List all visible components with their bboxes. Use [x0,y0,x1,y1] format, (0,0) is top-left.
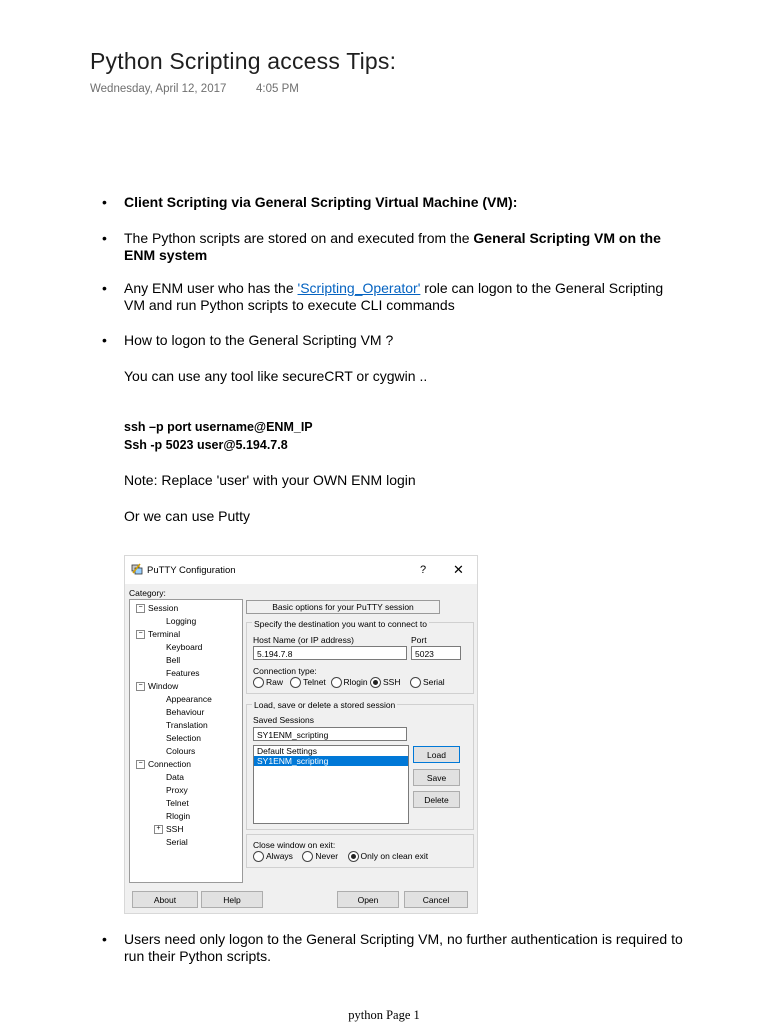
bullet-text: role can logon to the General Scripting [420,280,664,296]
tree-label: Connection [148,759,192,769]
options-header: Basic options for your PuTTY session [246,600,440,614]
connection-type-options [253,677,445,688]
bullet-marker: • [102,230,107,246]
bullet-marker: • [102,931,107,947]
tree-label: Window [148,681,179,691]
open-button[interactable]: Open [337,891,399,908]
page-footer: python Page 1 [348,1008,420,1022]
radio-label: Only on clean exit [360,851,429,861]
radio-label: Telnet [303,677,326,687]
window-title: PuTTY Configuration [147,565,236,576]
tree-label: SSH [166,824,184,834]
bullet-marker: • [102,194,107,210]
bullet-marker: • [102,332,107,348]
page-date: Wednesday, April 12, 2017 [90,83,227,95]
save-button[interactable]: Save [413,769,460,786]
tree-item-behaviour[interactable]: Behaviour [166,707,205,717]
radio-label: SSH [383,677,401,687]
bullet-marker: • [102,280,107,296]
destination-label: Specify the destination you want to connect to [254,619,427,629]
tree-item-keyboard[interactable]: Keyboard [166,642,203,652]
tree-item-colours[interactable]: Colours [166,746,196,756]
radio-selected-icon[interactable] [348,851,359,862]
bullet-text: run their Python scripts. [124,948,272,964]
radio-rlogin[interactable] [331,677,368,687]
radio-label: Always [266,851,293,861]
tree-item-session[interactable] [136,603,178,613]
page-time: 4:05 PM [256,83,299,95]
tree-label: Session [148,603,179,613]
close-icon[interactable]: ✕ [453,562,464,577]
load-button[interactable]: Load [413,746,460,763]
tree-item-proxy[interactable]: Proxy [166,785,188,795]
collapse-icon[interactable]: − [136,630,145,639]
scripting-operator-link[interactable]: 'Scripting_Operator' [297,280,421,296]
radio-icon[interactable] [290,677,301,688]
ssh-command-syntax: ssh –p port username@ENM_IP [124,420,313,434]
page-title: Python Scripting access Tips: [90,48,397,74]
bullet-text: The Python scripts are stored on and executed from the [124,230,474,246]
radio-never[interactable] [302,851,338,861]
bullet-how-to-logon: How to logon to the General Scripting VM ? [124,332,394,348]
about-button[interactable]: About [132,891,198,908]
bullet-text: Users need only logon to the General Scripting VM, no further authentication is required to [124,931,683,947]
radio-always[interactable] [253,851,293,861]
tree-item-data[interactable]: Data [166,772,184,782]
tree-item-logging[interactable]: Logging [166,616,197,626]
collapse-icon[interactable]: − [136,682,145,691]
radio-selected-icon[interactable] [370,677,381,688]
delete-button[interactable]: Delete [413,791,460,808]
help-icon[interactable]: ? [420,564,427,576]
tree-item-connection[interactable] [136,759,191,769]
close-on-exit-options [253,851,428,862]
port-input[interactable]: 5023 [411,646,461,660]
saved-sessions-input[interactable]: SY1ENM_scripting [253,727,407,741]
putty-configuration-window [124,555,478,914]
tree-item-window[interactable] [136,681,178,691]
category-label: Category: [129,588,166,598]
bullet-text: VM and run Python scripts to execute CLI commands [124,297,455,313]
connection-type-label: Connection type: [253,666,317,676]
radio-icon[interactable] [302,851,313,862]
tree-item-translation[interactable]: Translation [166,720,208,730]
saved-sessions-label: Saved Sessions [253,715,314,725]
help-button[interactable]: Help [201,891,263,908]
putty-titlebar [125,556,477,584]
session-list[interactable] [253,745,409,824]
expand-icon[interactable]: + [154,825,163,834]
radio-icon[interactable] [410,677,421,688]
radio-serial[interactable] [410,677,445,687]
tree-item-rlogin[interactable]: Rlogin [166,811,191,821]
radio-label: Raw [266,677,284,687]
bullet-users-logon [124,931,684,965]
radio-ssh[interactable] [370,677,400,687]
radio-telnet[interactable] [290,677,326,687]
port-label: Port [411,635,427,645]
list-item-selected[interactable]: SY1ENM_scripting [254,756,408,766]
close-on-exit-label: Close window on exit: [253,840,336,850]
collapse-icon[interactable]: − [136,604,145,613]
tool-hint: You can use any tool like secureCRT or cygwin .. [124,368,428,384]
putty-app-icon [131,563,143,575]
bullet-scripts-stored [124,230,684,264]
radio-only-clean-exit[interactable] [348,851,429,861]
tree-item-terminal[interactable] [136,629,180,639]
tree-item-appearance[interactable]: Appearance [166,694,212,704]
category-tree[interactable] [129,599,243,883]
tree-item-serial[interactable]: Serial [166,837,188,847]
collapse-icon[interactable]: − [136,760,145,769]
radio-label: Rlogin [343,677,368,687]
bullet-client-scripting: Client Scripting via General Scripting Virtual Machine (VM): [124,194,518,210]
tree-item-selection[interactable]: Selection [166,733,201,743]
radio-icon[interactable] [331,677,342,688]
radio-label: Serial [422,677,445,687]
list-item[interactable]: Default Settings [257,746,318,756]
radio-icon[interactable] [253,851,264,862]
tree-item-ssh[interactable] [154,824,183,834]
tree-item-bell[interactable]: Bell [166,655,181,665]
cancel-button[interactable]: Cancel [404,891,468,908]
bullet-bold-text: General Scripting VM on the [473,230,661,246]
radio-icon[interactable] [253,677,264,688]
putty-hint: Or we can use Putty [124,508,251,524]
bullet-text: Any ENM user who has the [124,280,298,296]
host-label: Host Name (or IP address) [253,635,354,645]
bullet-any-user [124,280,684,314]
tree-label: Terminal [148,629,181,639]
note-text: Note: Replace 'user' with your OWN ENM login [124,472,416,488]
sessions-group-label: Load, save or delete a stored session [254,700,396,710]
radio-raw[interactable] [253,677,283,687]
host-input[interactable]: 5.194.7.8 [253,646,407,660]
tree-item-features[interactable]: Features [166,668,200,678]
ssh-command-example: Ssh -p 5023 user@5.194.7.8 [124,438,288,452]
tree-item-telnet[interactable]: Telnet [166,798,189,808]
radio-label: Never [315,851,339,861]
bullet-bold-text: ENM system [124,247,208,263]
